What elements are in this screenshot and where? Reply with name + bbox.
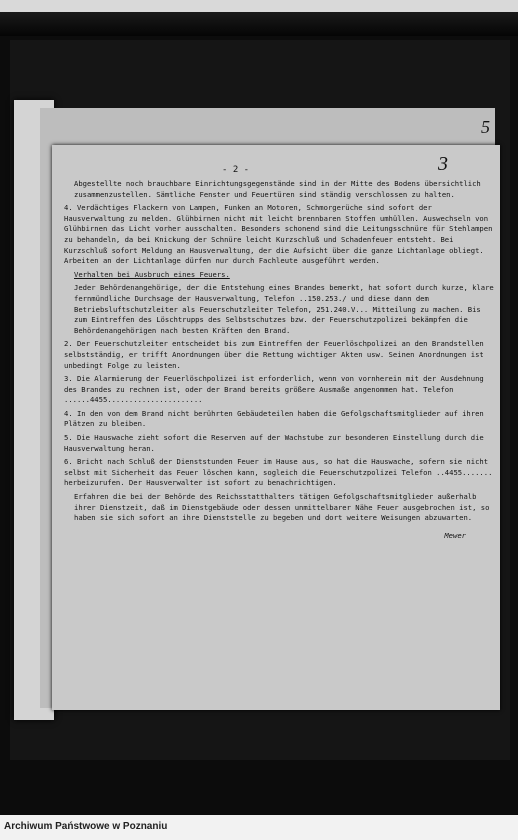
- text-paragraph: 6. Bricht nach Schluß der Dienststunden Feuer im Hause aus, so hat die Hauswache, sofern sie nicht selbst mit Sicherheit das Feuer löschen kann, sogleich die Feuerschutzpolizei Telefon ..4455....... herbeizurufen. Der Hausverwalter ist sofort zu benachrichtigen.: [64, 457, 493, 488]
- text-paragraph: 4. Verdächtiges Flackern von Lampen, Funken an Motoren, Schmorgerüche sind sofort der Hausverwaltung zu melden. Glühbirnen nicht mit leicht brennbaren Stoffen umhüllen. Auswechseln von Glühbirnen das Licht vorher ausschalten. Besonders schonend sind die Leitungsschnüre für Stehlampen zu behandeln, da bei Knickung der Schnüre leicht Kurzschluß und Schadenfeuer entsteht. Bei Kurzschluß sofort Meldung an Hausverwaltung, der die Aufsicht über die ganze Lichtanlage obliegt. Arbeiten an der Lichtanlage dürfen nur durch Fachleute ausgeführt werden.: [64, 203, 493, 266]
- text-paragraph: 5. Die Hauswache zieht sofort die Reserven auf der Wachstube zur besonderen Einstellung durch die Hausverwaltung heran.: [64, 433, 484, 453]
- text-paragraph: Jeder Behördenangehörige, der die Entstehung eines Brandes bemerkt, hat sofort durch kurze, klare fernmündliche Durchsage der Hausverwaltung, Telefon ..150.253./ und diese dann dem Betriebsluftschutzleiter als Feuerschutzleiter Telefon, 251.240.V... Mitteilung zu machen. Bis zum Eintreffen des Löschtrupps des Selbstschutzes bzw. der Feuerschutzpolizei bekämpfen die Behördenangehörigen nach besten Kräften den Brand.: [74, 283, 494, 335]
- document-page: [52, 117, 500, 710]
- text-paragraph: Abgestellte noch brauchbare Einrichtungsgegenstände sind in der Mitte des Bodens übersichtlich zusammenzustellen. Sämtliche Fenster und Feuertüren sind ständig verschlossen zu halten.: [74, 179, 481, 199]
- text-paragraph: 4. In den von dem Brand nicht berührten Gebäudeteilen haben die Gefolgschaftsmitglieder auf ihren Plätzen zu bleiben.: [64, 408, 484, 429]
- text-paragraph: 2. Der Feuerschutzleiter entscheidet bis zum Eintreffen der Feuerlöschpolizei an den Brandstellen selbstständig, er trifft Anordnungen über die Rettung wichtiger Akten usw. Seinen Anordnungen ist unbedingt Folge zu leisten.: [64, 339, 484, 370]
- page-mark-top: 5: [481, 117, 490, 137]
- archive-name: Archiwum Państwowe w Poznaniu: [4, 821, 168, 832]
- document-text: [64, 179, 496, 549]
- text-paragraph: Erfahren die bei der Behörde des Reichsstatthalters tätigen Gefolgschaftsmitglieder außerhalb ihrer Dienstzeit, daß im Dienstgebäude oder dessen unmittelbarer Nähe Feuer ausgebrochen ist, so haben sie sich sofort an ihre Dienststelle zu begeben und dort weitere Weisungen abzuwarten.: [74, 492, 490, 523]
- text-paragraph: Mewer: [444, 531, 466, 540]
- text-paragraph: Verhalten bei Ausbruch eines Feuers.: [74, 269, 230, 279]
- film-edge: [0, 12, 518, 36]
- page-header: - 2 -: [222, 165, 250, 175]
- text-paragraph: 3. Die Alarmierung der Feuerlöschpolizei ist erforderlich, wenn von vornherein mit der Ausdehnung des Brandes zu rechnen ist, oder der Brand bereits größere Ausmaße angenommen hat. Telefon ......4455......................: [64, 374, 484, 405]
- page-mark-circled: 3: [438, 153, 448, 175]
- top-strip: [0, 0, 518, 12]
- footer-bar: [0, 815, 518, 840]
